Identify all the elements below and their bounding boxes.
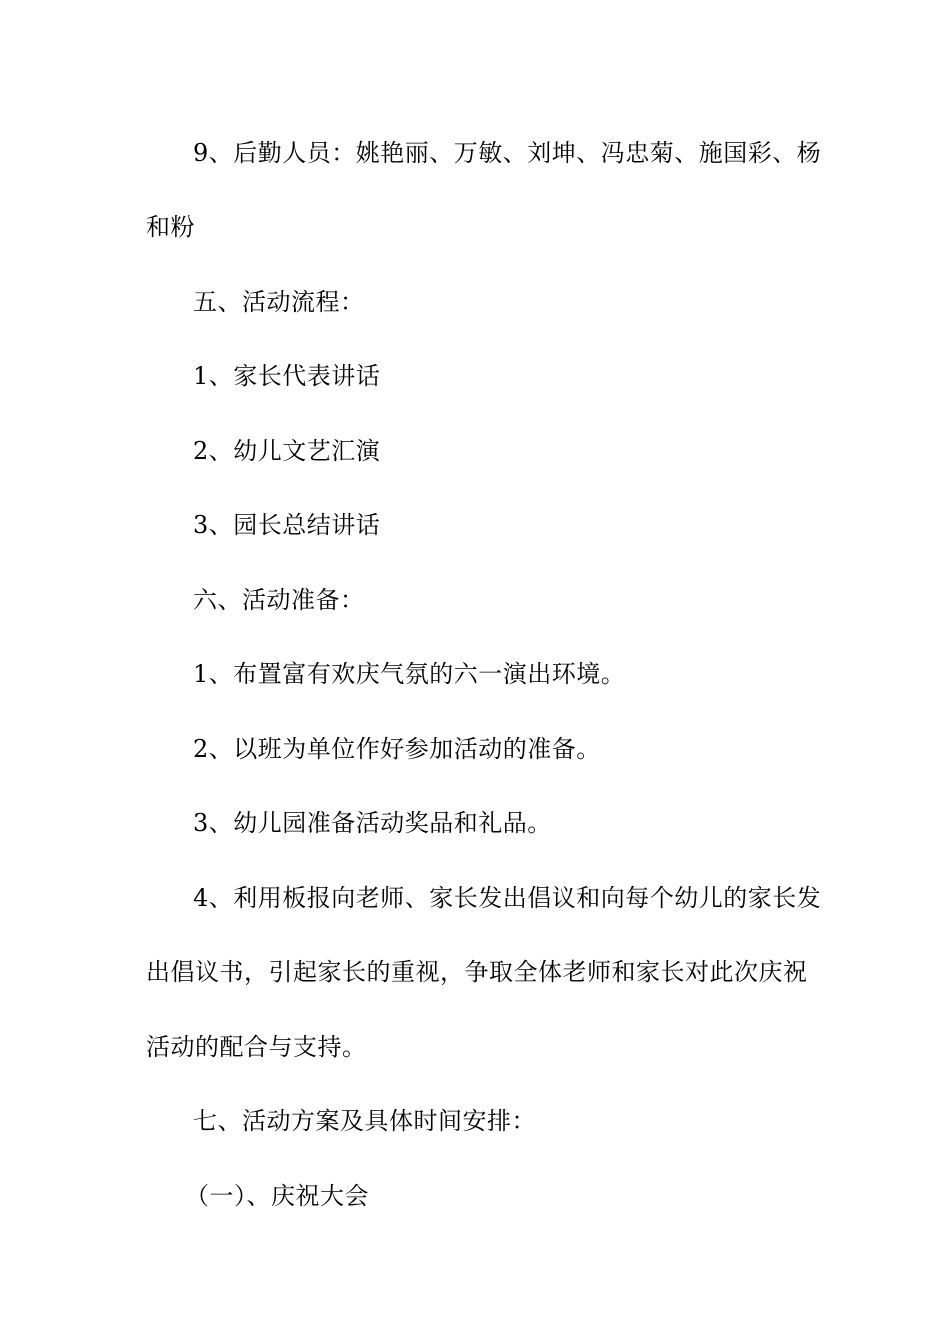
section-heading-activity-preparation: 六、活动准备： xyxy=(193,586,365,614)
list-item-parent-speech: 1、家长代表讲话 xyxy=(193,362,381,390)
list-item-bulletin-proposal: 4、利用板报向老师、家长发出倡议和向每个幼儿的家长发 xyxy=(193,884,822,912)
paragraph-logistics-staff: 9、后勤人员：姚艳丽、万敏、刘坤、冯忠菊、施国彩、杨 xyxy=(193,139,822,167)
list-item-class-preparation: 2、以班为单位作好参加活动的准备。 xyxy=(193,735,601,763)
section-heading-activity-process: 五、活动流程： xyxy=(193,288,365,316)
list-item-children-performance: 2、幼儿文艺汇演 xyxy=(193,437,381,465)
subsection-heading-celebration-assembly: （一）、庆祝大会 xyxy=(185,1182,369,1210)
list-item-principal-speech: 3、园长总结讲话 xyxy=(193,511,381,539)
list-item-bulletin-proposal-continued: 出倡议书，引起家长的重视，争取全体老师和家长对此次庆祝 xyxy=(146,958,808,986)
section-heading-activity-schedule: 七、活动方案及具体时间安排： xyxy=(193,1107,536,1135)
list-item-bulletin-proposal-end: 活动的配合与支持。 xyxy=(146,1033,367,1061)
list-item-decorate-environment: 1、布置富有欢庆气氛的六一演出环境。 xyxy=(193,660,626,688)
list-item-prizes-gifts: 3、幼儿园准备活动奖品和礼品。 xyxy=(193,809,552,837)
paragraph-logistics-staff-continued: 和粉 xyxy=(146,213,195,241)
